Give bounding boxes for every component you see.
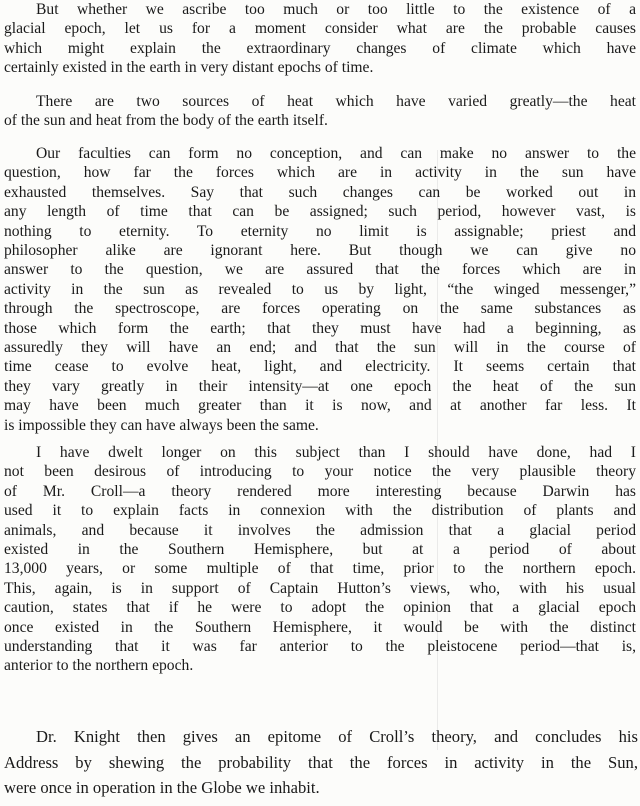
text-line: were once in operation in the Globe we inhabit. — [4, 778, 320, 798]
text-line: through the spectroscope, are forces operating on the same substances as — [4, 300, 636, 318]
text-line: those which form the earth; that they must have had a beginning, as — [4, 319, 636, 337]
text-line: which might explain the extraordinary changes of climate which have — [4, 39, 636, 57]
text-line: animals, and because it involves the admission that a glacial period — [4, 521, 636, 539]
text-line: anterior to the northern epoch. — [4, 657, 194, 675]
paragraph-our-faculties — [4, 144, 636, 435]
text-line: time cease to evolve heat, light, and electricity. It seems certain that — [4, 358, 636, 376]
text-line: answer to the question, we are assured that the forces which are in — [4, 261, 636, 279]
text-line: Our faculties can form no conception, and can make no answer to the — [36, 145, 636, 162]
text-line: certainly existed in the earth in very distant epochs of time. — [4, 59, 374, 77]
text-line: once existed in the Southern Hemisphere, it would be with the distinct — [4, 618, 636, 636]
text-line: of the sun and heat from the body of the earth itself. — [4, 112, 328, 130]
paragraph-dr-knight — [4, 724, 638, 801]
text-line: assuredly they will have an end; and that the sun will in the course of — [4, 339, 636, 357]
text-line: question, how far the forces which are in activity in the sun have — [4, 164, 636, 182]
paragraph-glacial-epoch — [4, 0, 636, 78]
text-line: is impossible they can have always been the same. — [4, 416, 319, 434]
text-line: I have dwelt longer on this subject than I should have done, had I — [36, 444, 636, 461]
text-line: they vary greatly in their intensity—at one epoch the heat of the sun — [4, 377, 636, 395]
text-line: This, again, is in support of Captain Hutton’s views, who, with his usual — [4, 579, 636, 597]
paragraph-sources-of-heat — [4, 92, 636, 131]
text-line: existed in the Southern Hemisphere, but at a period of about — [4, 541, 636, 559]
text-line: exhausted themselves. Say that such changes can be worked out in — [4, 183, 636, 201]
text-line: of Mr. Croll—a theory rendered more interesting because Darwin has — [4, 482, 636, 500]
text-line: There are two sources of heat which have varied greatly—the heat — [36, 93, 636, 110]
text-line: glacial epoch, let us for a moment consider what are the probable causes — [4, 20, 636, 38]
text-line: understanding that it was far anterior to the pleistocene period—that is, — [4, 638, 636, 656]
text-line: Address by shewing the probability that the forces in activity in the Sun, — [4, 752, 638, 772]
text-line: 13,000 years, or some multiple of that time, prior to the northern epoch. — [4, 560, 636, 578]
text-line: But whether we ascribe too much or too little to the existence of a — [36, 1, 636, 18]
text-line: caution, states that if he were to adopt the opinion that a glacial epoch — [4, 599, 636, 617]
text-line: Dr. Knight then gives an epitome of Croll’s theory, and concludes his — [36, 727, 638, 746]
text-line: philosopher alike are ignorant here. But though we can give no — [4, 242, 636, 260]
text-line: any length of time that can be assigned; such period, however vast, is — [4, 203, 636, 221]
text-line: may have been much greater than it is now, and at another far less. It — [4, 397, 636, 415]
text-line: not been desirous of introducing to your notice the very plausible theory — [4, 463, 636, 481]
text-line: used it to explain facts in connexion with the distribution of plants and — [4, 502, 636, 520]
paragraph-mr-croll — [4, 443, 636, 676]
text-line: nothing to eternity. To eternity no limit is assignable; priest and — [4, 222, 636, 240]
text-line: activity in the sun as revealed to us by light, “the winged messenger,” — [4, 280, 636, 298]
